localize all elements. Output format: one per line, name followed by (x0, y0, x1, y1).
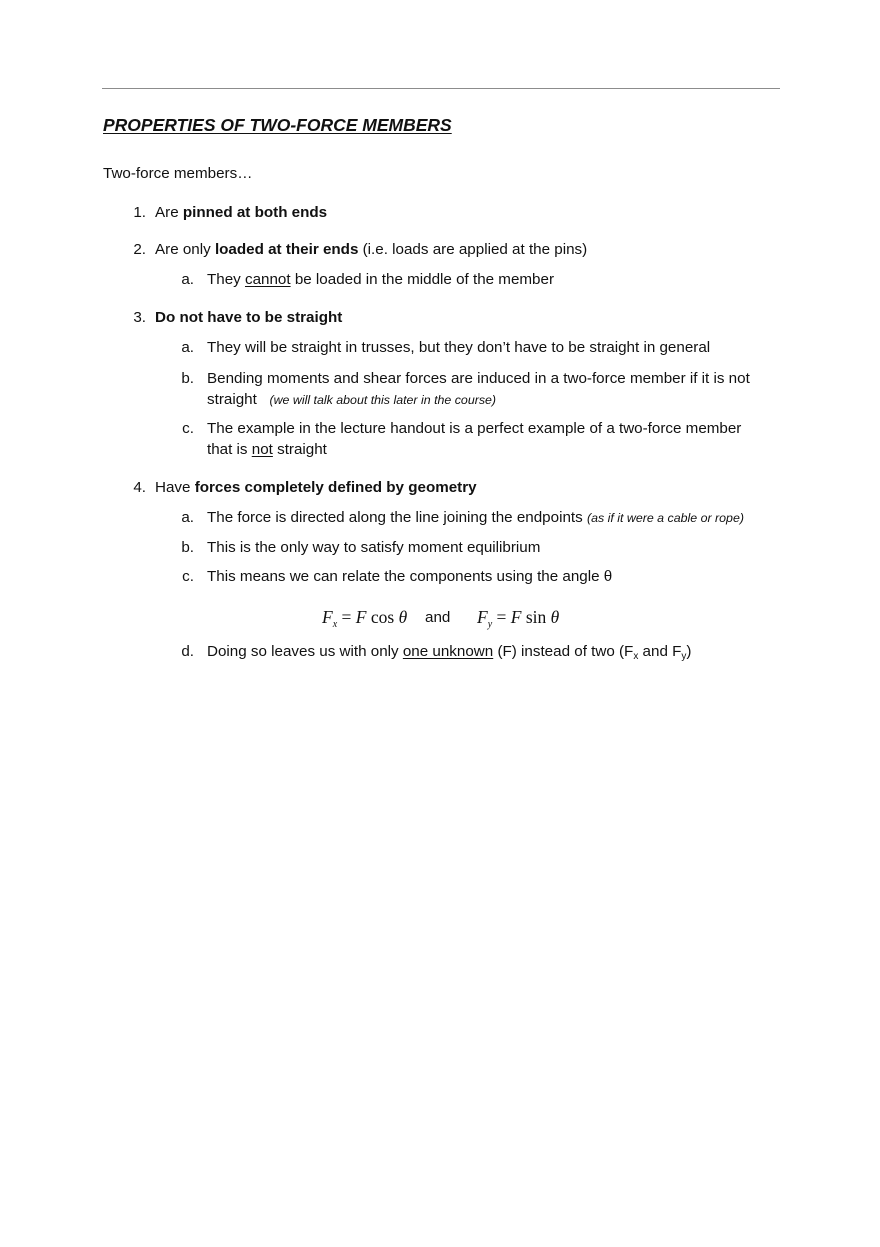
item-2-text: Are only loaded at their ends (i.e. loads are applied at the pins) (155, 241, 588, 258)
item-4b-text: This is the only way to satisfy moment equilibrium (207, 539, 541, 556)
item-3-text: Do not have to be straight (155, 309, 343, 326)
equation-fx: $F_x = F$ cos θ (322, 607, 408, 630)
page-title: PROPERTIES OF TWO-FORCE MEMBERS (103, 115, 452, 135)
item-3b-line1: Bending moments and shear forces are induced in a two-force member if it is not (207, 370, 750, 387)
intro-text: Two-force members… (103, 165, 253, 182)
equation-joiner: and (425, 609, 451, 626)
item-1-text: Are pinned at both ends (155, 204, 328, 221)
item-3c-letter: c. (182, 420, 194, 437)
item-4c-letter: c. (182, 568, 194, 585)
item-3c-line1: The example in the lecture handout is a perfect example of a two-force member (207, 420, 742, 437)
item-3c-line2: that is not straight (207, 441, 327, 458)
item-4-text: Have forces completely defined by geometry (155, 479, 477, 496)
item-3b-line2: straight (we will talk about this later in the course) (207, 391, 497, 408)
item-4a-letter: a. (181, 509, 194, 526)
item-3b-letter: b. (181, 370, 194, 387)
item-3a-letter: a. (181, 339, 194, 356)
item-2-number: 2. (133, 241, 146, 258)
item-3-number: 3. (133, 309, 146, 326)
item-3a-text: They will be straight in trusses, but they don’t have to be straight in general (207, 339, 711, 356)
item-4b-letter: b. (181, 539, 194, 556)
header-rule (102, 88, 780, 89)
item-4c-text: This means we can relate the components using the angle θ (207, 568, 613, 585)
item-4d-text: Doing so leaves us with only one unknown (F) instead of two (Fx and Fy) (207, 643, 692, 662)
item-2a-text: They cannot be loaded in the middle of the member (207, 271, 555, 288)
item-1-number: 1. (133, 204, 146, 221)
item-4d-letter: d. (181, 643, 194, 660)
equation-fy: $F_y = F$ sin θ (477, 607, 560, 630)
item-2a-letter: a. (181, 271, 194, 288)
item-4-number: 4. (133, 479, 146, 496)
item-4a-text: The force is directed along the line joining the endpoints (as if it were a cable or rope) (207, 509, 744, 526)
